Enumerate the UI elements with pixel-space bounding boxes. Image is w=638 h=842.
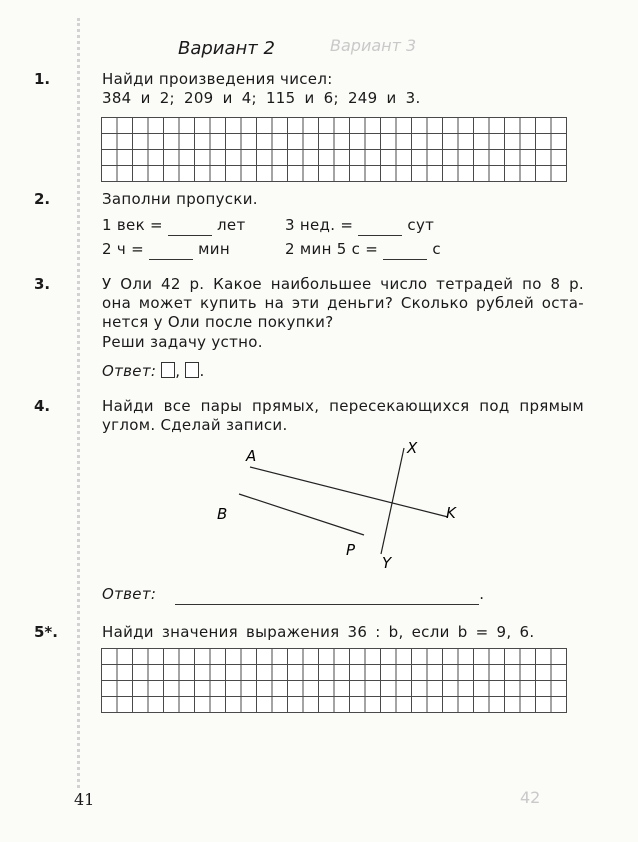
- task-4-answer-row: Ответ: .: [102, 585, 485, 603]
- line-BP: [239, 494, 364, 535]
- task-5-number: 5*.: [34, 623, 58, 641]
- task-3-answer-label: Ответ:: [102, 362, 157, 380]
- task-3-answer-row: Ответ: , .: [102, 362, 205, 380]
- task-1-number: 1.: [34, 70, 51, 88]
- task-2-row-1-left-prefix: 1 век =: [102, 216, 163, 234]
- task-2-row-2-right-prefix: 2 мин 5 с =: [285, 240, 379, 258]
- task-1-text-line-2: 384 и 2; 209 и 4; 115 и 6; 249 и 3.: [102, 89, 421, 107]
- task-2-row-2-right-unit: с: [432, 240, 441, 258]
- task-2-row-1-right-prefix: 3 нед. =: [285, 216, 354, 234]
- task-4-answer-label: Ответ:: [102, 585, 157, 603]
- task-4-text-line-1: Найди все пары прямых, пересекающихся под прямым: [102, 397, 584, 415]
- task-1-text-line-1: Найди произведения чисел:: [102, 70, 333, 88]
- page-title: Вариант 2: [178, 38, 275, 59]
- label-B: B: [217, 505, 228, 523]
- label-A: A: [246, 447, 257, 465]
- label-Y: Y: [382, 554, 392, 572]
- bleed-through-page-number: 42: [520, 788, 541, 807]
- label-X: X: [407, 439, 418, 457]
- bleed-through-title: Вариант 3: [330, 36, 417, 55]
- task-3-text-line-2: она может купить на эти деньги? Сколько рублей оста-: [102, 294, 584, 312]
- page-number: 41: [74, 790, 95, 809]
- label-P: P: [346, 541, 356, 559]
- task-2-number: 2.: [34, 190, 51, 208]
- task-3-text-line-1: У Оли 42 р. Какое наибольшее число тетрадей по 8 р.: [102, 275, 584, 293]
- task-3-text-line-4: Реши задачу устно.: [102, 333, 263, 351]
- task-5-answer-grid[interactable]: [101, 648, 567, 713]
- label-K: K: [446, 504, 456, 522]
- task-2-row-1-right-unit: сут: [407, 216, 435, 234]
- task-5-text: Найди значения выражения 36 : b, если b = 9, 6.: [102, 623, 535, 641]
- line-AK: [250, 467, 448, 517]
- task-4-number: 4.: [34, 397, 51, 415]
- task-2-text: Заполни пропуски.: [102, 190, 258, 208]
- task-3-text-line-3: нется у Оли после покупки?: [102, 313, 334, 331]
- task-2-row-1-left-unit: лет: [217, 216, 246, 234]
- task-4-answer-blank[interactable]: [175, 585, 479, 605]
- task-3-number: 3.: [34, 275, 51, 293]
- task-2-row-2-left-unit: мин: [198, 240, 230, 258]
- task-4-text-line-2: углом. Сделай записи.: [102, 416, 288, 434]
- task-2-row-2-left-prefix: 2 ч =: [102, 240, 145, 258]
